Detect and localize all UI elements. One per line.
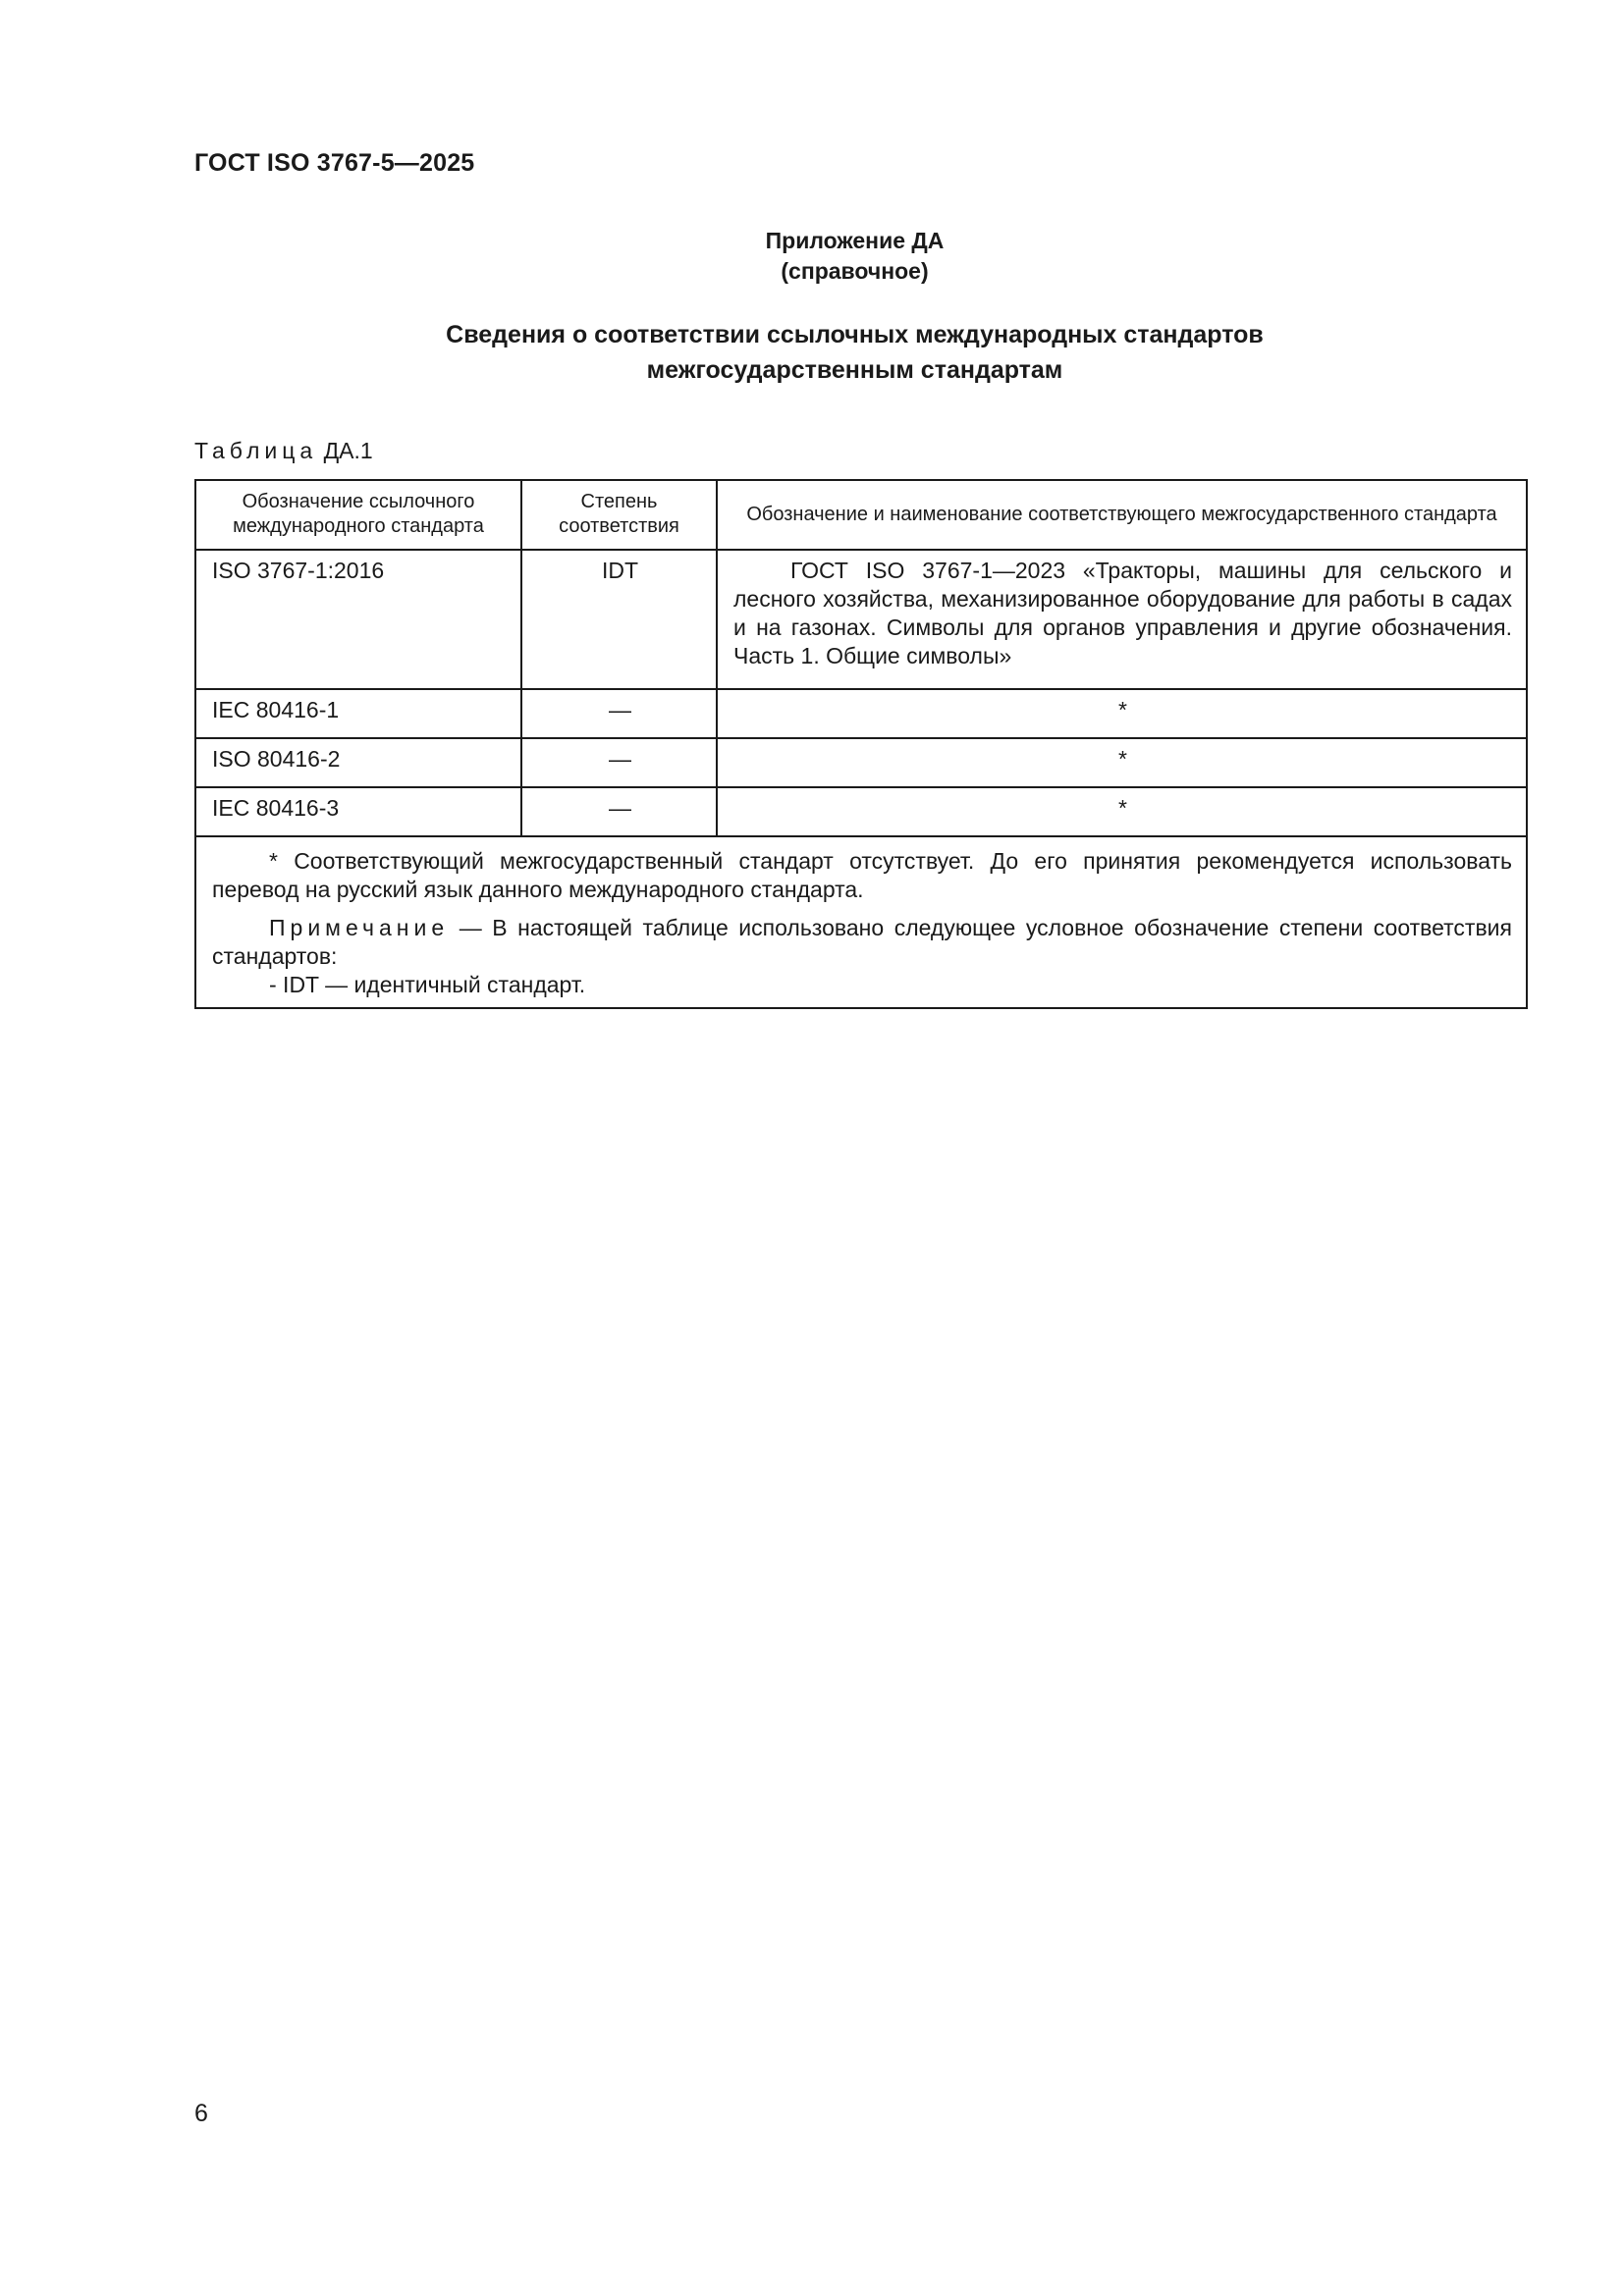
- section-title-line-2: межгосударственным стандартам: [646, 356, 1063, 384]
- section-title-line-1: Сведения о соответствии ссылочных международных стандартов: [446, 321, 1264, 348]
- table-notes: [195, 836, 1527, 1008]
- table-row: [195, 689, 1527, 738]
- header-reference-standard: Обозначение ссылочного международного стандарта: [195, 480, 521, 550]
- table-row: [195, 787, 1527, 836]
- appendix-title: Приложение ДА: [765, 228, 945, 253]
- cell-standard: IEC 80416-3: [195, 787, 521, 836]
- page-number: 6: [194, 2100, 208, 2127]
- note-list-item: - IDT — идентичный стандарт.: [269, 972, 586, 997]
- document-code: ГОСТ ISO 3767-5—2025: [194, 149, 475, 177]
- note-label: Примечание: [269, 915, 450, 940]
- cell-degree: —: [521, 738, 717, 787]
- table-header-row: [195, 480, 1527, 550]
- footnote: * Соответствующий межгосударственный стандарт отсутствует. До его принятия рекомендуется использовать перевод на русский язык данного международного стандарта.: [212, 848, 1512, 902]
- table-notes-row: [195, 836, 1527, 1008]
- header-degree: Степень соответствия: [521, 480, 717, 550]
- cell-standard: ISO 3767-1:2016: [195, 550, 521, 689]
- cell-degree: IDT: [521, 550, 717, 689]
- header-interstate-standard: Обозначение и наименование соответствующего межгосударственного стандарта: [717, 480, 1527, 550]
- note-text: — В настоящей таблице использовано следующее условное обозначение степени соответствия стандартов:: [212, 915, 1512, 969]
- table-row: [195, 738, 1527, 787]
- cell-degree: —: [521, 689, 717, 738]
- cell-name: *: [717, 738, 1527, 787]
- cell-standard: ISO 80416-2: [195, 738, 521, 787]
- cell-name: ГОСТ ISO 3767-1—2023 «Тракторы, машины для сельского и лесного хозяйства, механизированное оборудование для работы в садах и на газонах. Символы для органов управления и другие обозначения. Часть 1. Общие символы»: [717, 550, 1527, 689]
- table-label-number: ДА.1: [323, 438, 373, 463]
- cell-standard: IEC 80416-1: [195, 689, 521, 738]
- correspondence-table: [194, 479, 1528, 1009]
- table-label-word: Таблица: [194, 438, 318, 463]
- note: [212, 914, 1512, 971]
- table-row: [195, 550, 1527, 689]
- cell-degree: —: [521, 787, 717, 836]
- section-title: [0, 317, 1624, 388]
- appendix-kind: (справочное): [781, 258, 929, 284]
- table-label: [194, 438, 373, 464]
- cell-name: *: [717, 787, 1527, 836]
- cell-name: *: [717, 689, 1527, 738]
